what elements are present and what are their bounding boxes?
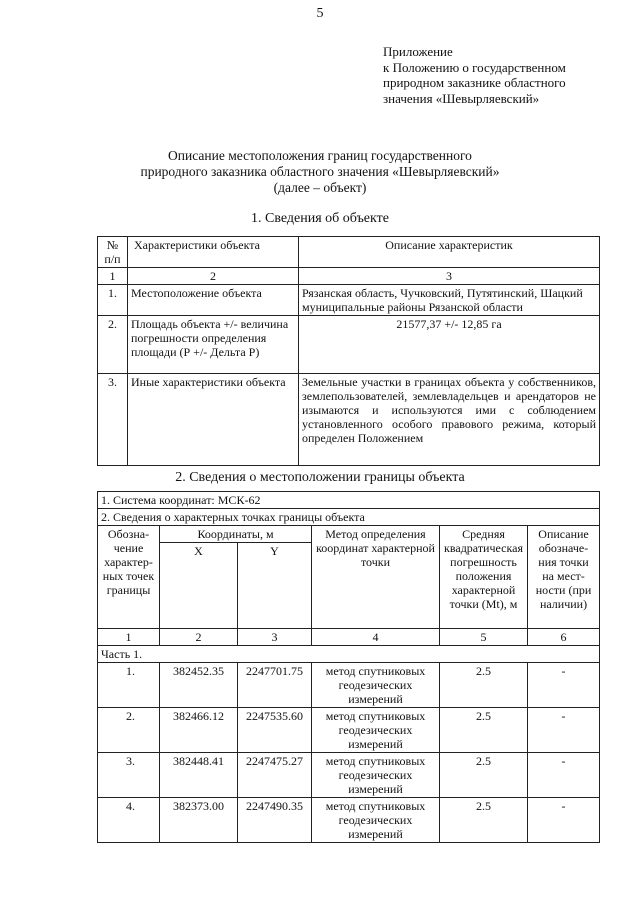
page-number: 5 <box>316 6 324 21</box>
point-desc: - <box>528 708 600 753</box>
table-row <box>98 708 600 753</box>
index-cell: 3 <box>238 629 312 646</box>
appendix-line: значения «Шевырляевский» <box>383 90 540 106</box>
title-line: (далее – объект) <box>273 180 367 195</box>
index-cell: 6 <box>528 629 600 646</box>
index-cell: 3 <box>299 268 600 285</box>
index-cell: 1 <box>98 629 160 646</box>
point-error: 2.5 <box>440 663 528 708</box>
part-label: Часть 1. <box>98 646 600 663</box>
table-row <box>98 798 600 843</box>
header-x: X <box>160 543 238 629</box>
row-num: 2. <box>98 316 128 374</box>
table-row <box>98 663 600 708</box>
point-method: метод спутниковых геодезических измерений <box>312 663 440 708</box>
point-method: метод спутниковых геодезических измерений <box>312 753 440 798</box>
point-method: метод спутниковых геодезических измерений <box>312 708 440 753</box>
point-x: 382373.00 <box>160 798 238 843</box>
point-error: 2.5 <box>440 753 528 798</box>
row-characteristic: Площадь объекта +/- величина погрешности определения площади (Р +/- Дельта Р) <box>128 316 299 374</box>
point-y: 2247490.35 <box>238 798 312 843</box>
point-y: 2247535.60 <box>238 708 312 753</box>
index-cell: 2 <box>128 268 299 285</box>
table-row <box>98 285 600 316</box>
row-description: Рязанская область, Чучковский, Путятинский, Шацкий муниципальные районы Рязанской области <box>299 285 600 316</box>
header-desc: Описание обозначе-ния точки на мест-ности (при наличии) <box>528 526 600 629</box>
row-characteristic: Местоположение объекта <box>128 285 299 316</box>
header-point: Обозна-чение характер-ных точек границы <box>98 526 160 629</box>
point-id: 1. <box>98 663 160 708</box>
point-y: 2247701.75 <box>238 663 312 708</box>
row-characteristic: Иные характеристики объекта <box>128 374 299 466</box>
row-num: 1. <box>98 285 128 316</box>
row-num: 3. <box>98 374 128 466</box>
point-error: 2.5 <box>440 798 528 843</box>
title-line: Описание местоположения границ государственного <box>168 148 472 163</box>
title-line: природного заказника областного значения «Шевырляевский» <box>140 164 500 179</box>
point-desc: - <box>528 798 600 843</box>
header-characteristic: Характеристики объекта <box>128 237 299 268</box>
appendix-note <box>383 44 628 106</box>
header-num: № п/п <box>98 237 128 268</box>
coordinate-system: 1. Система координат: МСК-62 <box>98 492 600 509</box>
point-id: 4. <box>98 798 160 843</box>
header-description: Описание характеристик <box>299 237 600 268</box>
header-y: Y <box>238 543 312 629</box>
appendix-line: природном заказнике областного <box>383 75 566 90</box>
row-description: 21577,37 +/- 12,85 га <box>299 316 600 374</box>
section-2-heading: 2. Сведения о местоположении границы объекта <box>175 470 465 485</box>
point-method: метод спутниковых геодезических измерений <box>312 798 440 843</box>
index-cell: 5 <box>440 629 528 646</box>
section-1-heading: 1. Сведения об объекте <box>251 211 389 226</box>
object-info-table <box>97 236 600 466</box>
point-desc: - <box>528 663 600 708</box>
point-x: 382466.12 <box>160 708 238 753</box>
points-section-title: 2. Сведения о характерных точках границы объекта <box>98 509 600 526</box>
table-row <box>98 374 600 466</box>
point-id: 3. <box>98 753 160 798</box>
point-x: 382448.41 <box>160 753 238 798</box>
point-x: 382452.35 <box>160 663 238 708</box>
index-cell: 2 <box>160 629 238 646</box>
appendix-line: Приложение <box>383 44 453 59</box>
document-title <box>60 148 580 196</box>
index-cell: 4 <box>312 629 440 646</box>
appendix-line: к Положению о государственном <box>383 59 566 75</box>
point-error: 2.5 <box>440 708 528 753</box>
header-method: Метод определения координат характерной точки <box>312 526 440 629</box>
point-desc: - <box>528 753 600 798</box>
header-coords: Координаты, м <box>160 526 312 543</box>
point-id: 2. <box>98 708 160 753</box>
header-error: Средняя квадратическая погрешность положения характерной точки (Mt), м <box>440 526 528 629</box>
boundary-points-table <box>97 491 600 843</box>
table-row <box>98 316 600 374</box>
row-description: Земельные участки в границах объекта у собственников, землепользователей, землевладельцев и арендаторов не изымаются и используются ими с соблюдением установленного особого правового режима, который определен Положением <box>299 374 600 466</box>
point-y: 2247475.27 <box>238 753 312 798</box>
index-cell: 1 <box>98 268 128 285</box>
table-row <box>98 753 600 798</box>
